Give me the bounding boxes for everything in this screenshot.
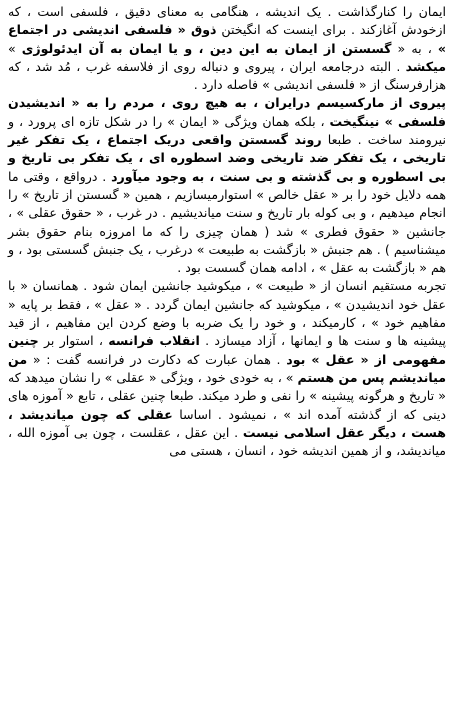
bold-text-run: گسستن از ایمان به این دین ، و یا ایمان به آن ایدئولوژی: [21, 40, 392, 56]
paragraph-ayman: [8, 3, 446, 94]
text-run: . البته درجامعه ایران ، پیروی و دنباله روی از فلاسفه غرب ، مُد شد ، که هزارفرسنگ از « فلسفی اندیشی » فاصله دارد .: [8, 58, 446, 93]
text-run: » ، به خودی خود ، ویژگی « عقلی » را نشان میدهد که « تاریخ و هرگونه پیشینه » را نفی و طرد میکند. طبعا چنین عقلی ، تابع « آموزه های دینی که از گذشته آمده اند » ، نمیشود . اساسا: [8, 369, 447, 422]
text-run: ایمان را کنارگذاشت . یک اندیشه ، هنگامی به معنای دقیق ، فلسفی است ، که ازخودش آغازکند . برای اینست که انگیختن: [8, 4, 447, 38]
text-run: ، استوار بر: [38, 333, 109, 349]
bold-text-run: میکشد: [405, 58, 446, 74]
text-run: . این عقل ، عقلست ، چون بی آموزه الله ، میاندیشد، و از همین اندیشه خود ، انسان ، هستی می: [8, 424, 446, 459]
paragraph-enlightenment: [8, 277, 446, 460]
bold-text-run: ذوق « فلسفی اندیشی در اجتماع »: [8, 22, 446, 56]
bold-text-run: انقلاب فرانسه: [108, 333, 200, 349]
bold-text-run: روند گسستن واقعی دریک اجتماع ، یک تفکر غیر تاریخی ، یک تفکر ضد تاریخی وضد اسطوره ای ، یک تفکر بی تاریخ و بی اسطوره و بی گذشته و بی سنت ، به وجود میآورد: [8, 132, 446, 184]
text-run: . همان عبارت که دکارت در فرانسه گفت : «: [27, 351, 287, 367]
text-run: »: [8, 40, 22, 56]
bold-text-run: پیروی از مارکسیسم درایران ، به هیچ روی ، مردم را به « اندیشیدن فلسفی » نینگیخت: [8, 95, 447, 129]
bold-text-run: من میاندیشم پس من هستم: [8, 351, 447, 385]
text-run: تجربه مستقیم انسان از « طبیعت » ، میکوشید جانشین ایمان شود . همانسان « با عقل خود اندیشیدن » ، میکوشید که جانشین ایمان گردد . « عقل » ، فقط بر پایه « مفاهیم خود » ، کارمیکند ، و خود را یک ضربه با وضع کردن این مفاهیم ، از قید پیشینه ها و سنت ها و ایمانها ، آزاد میسازد .: [8, 278, 446, 349]
paragraph-marxism: [8, 94, 446, 277]
text-run: . درواقع ، وقتی ما همه دلایل خود را بر « عقل خالص » استوارمیسازیم ، همین « گسستن از تاریخ » را انجام میدهیم ، و بی کوله بار تاریخ و سنت میاندیشیم . در غرب ، « حقوق عقلی » ، جانشین « حقوق فطری » شد ( همان چیزی را که ما امروزه بنام حقوق بشر میشناسیم ) . هم جنبش « بازگشت به طبیعت » درغرب ، یک جنبش گسستی بود ، و هم « بازگشت به عقل » ، ادامه همان گسست بود .: [8, 168, 446, 276]
text-run: ، به «: [391, 40, 438, 56]
text-run: ، بلکه همان ویژگی « ایمان » را در شکل تازه ای پرورد ، و نیرومند ساخت . طبعا: [8, 113, 446, 148]
bold-text-run: عقلی که چون میاندیشد ، هست ، دیگر عقل اسلامی نیست: [8, 406, 446, 440]
bold-text-run: چنین مفهومی از « عقل » بود: [8, 333, 447, 367]
